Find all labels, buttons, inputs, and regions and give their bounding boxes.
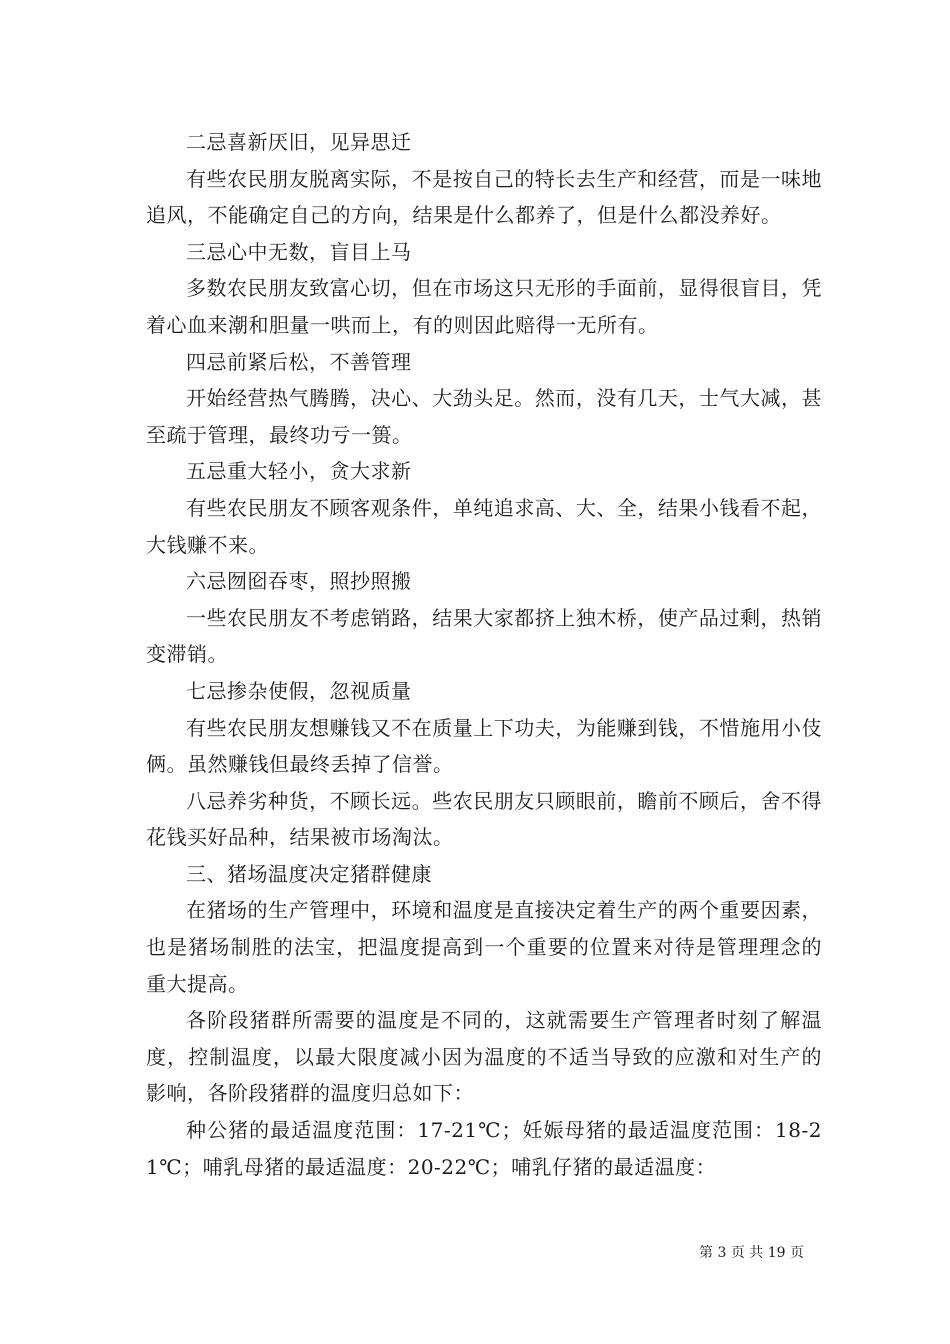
paragraph: 有些农民朋友不顾客观条件，单纯追求高、大、全，结果小钱看不起，大钱赚不来。 bbox=[146, 495, 822, 557]
paragraph: 各阶段猪群所需要的温度是不同的，这就需要生产管理者时刻了解温度，控制温度，以最大限度减小因为温度的不适当导致的应激和对生产的影响，各阶段猪群的温度归总如下： bbox=[146, 1008, 822, 1106]
paragraph: 八忌养劣种货，不顾长远。些农民朋友只顾眼前，瞻前不顾后，舍不得花钱买好品种，结果被市场淘汰。 bbox=[146, 788, 822, 850]
section-heading-temperature: 三、猪场温度决定猪群健康 bbox=[186, 861, 432, 886]
heading-two-taboo: 二忌喜新厌旧，见异思迁 bbox=[186, 130, 412, 154]
paragraph: 在猪场的生产管理中，环境和温度是直接决定着生产的两个重要因素，也是猪场制胜的法宝，把温度提高到一个重要的位置来对待是管理理念的重大提高。 bbox=[146, 898, 822, 996]
paragraph: 多数农民朋友致富心切，但在市场这只无形的手面前，显得很盲目，凭着心血来潮和胆量一哄而上，有的则因此赔得一无所有。 bbox=[146, 276, 822, 337]
heading-six-taboo: 六忌囫囵吞枣，照抄照搬 bbox=[186, 569, 412, 594]
paragraph: 有些农民朋友想赚钱又不在质量上下功夫，为能赚到钱，不惜施用小伎俩。虽然赚钱但最终丢掉了信誉。 bbox=[146, 715, 822, 777]
paragraph: 种公猪的最适温度范围：17-21℃；妊娠母猪的最适温度范围：18-21℃；哺乳母猪的最适温度：20-22℃；哺乳仔猪的最适温度： bbox=[146, 1118, 822, 1179]
paragraph: 一些农民朋友不考虑销路，结果大家都挤上独木桥，使产品过剩，热销变滞销。 bbox=[146, 605, 822, 667]
paragraph: 开始经营热气腾腾，决心、大劲头足。然而，没有几天，士气大减，甚至疏于管理，最终功亏一篑。 bbox=[146, 386, 822, 447]
page-number: 第 3 页 共 19 页 bbox=[699, 1245, 804, 1261]
paragraph: 有些农民朋友脱离实际，不是按自己的特长去生产和经营，而是一味地追风，不能确定自己的方向，结果是什么都养了，但是什么都没养好。 bbox=[146, 166, 822, 228]
heading-five-taboo: 五忌重大轻小，贪大求新 bbox=[186, 459, 412, 484]
heading-seven-taboo: 七忌掺杂使假，忽视质量 bbox=[186, 678, 412, 703]
heading-four-taboo: 四忌前紧后松，不善管理 bbox=[186, 349, 412, 374]
heading-three-taboo: 三忌心中无数，盲目上马 bbox=[186, 239, 412, 264]
document-body bbox=[146, 124, 822, 1185]
